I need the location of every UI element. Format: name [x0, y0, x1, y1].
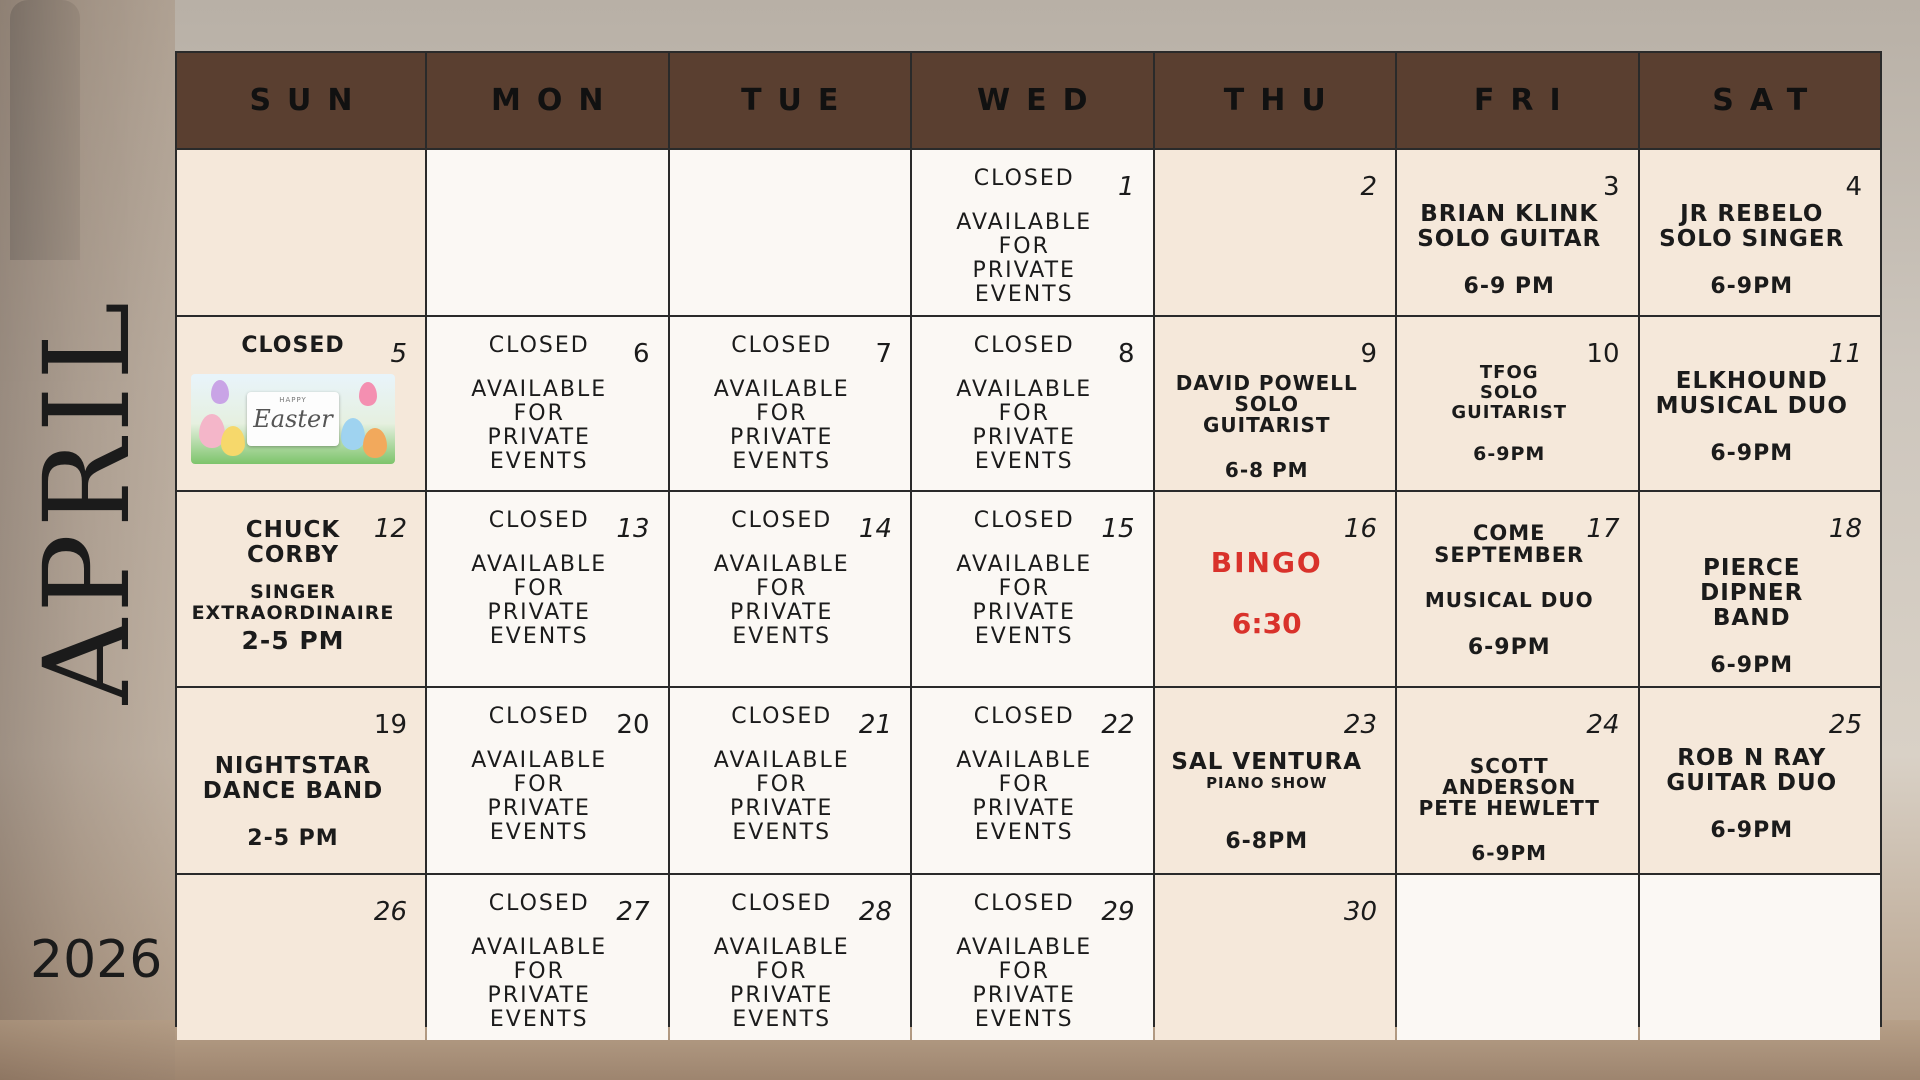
closed-label: CLOSED: [731, 891, 833, 916]
day-number: 26: [373, 897, 407, 927]
day-number: 21: [858, 710, 892, 740]
event-subtitle: SINGER EXTRAORDINAIRE: [191, 581, 395, 624]
day-cell-23: [1155, 688, 1396, 873]
event-title: SAL VENTURA: [1171, 749, 1363, 775]
day-cell-16: [1155, 492, 1396, 686]
easter-card: HAPPY Easter: [247, 392, 339, 446]
event-time: 6-9PM: [1710, 818, 1794, 843]
event-title: BRIAN KLINK SOLO GUITAR: [1417, 201, 1602, 252]
day-header-wed: WED: [912, 53, 1153, 148]
day-cell-11: [1640, 317, 1881, 490]
day-cell-empty: [177, 150, 425, 315]
closed-label: CLOSED: [488, 704, 590, 729]
day-number: 9: [1360, 339, 1377, 369]
day-cell-26: [177, 875, 425, 1040]
event-time: 2-5 PM: [241, 626, 345, 655]
day-cell-17: [1397, 492, 1638, 686]
day-cell-25: [1640, 688, 1881, 873]
day-number: 22: [1101, 710, 1135, 740]
day-cell-14: [670, 492, 911, 686]
day-cell-30: [1155, 875, 1396, 1040]
day-number: 16: [1343, 514, 1377, 544]
day-number: 30: [1343, 897, 1377, 927]
event-time: 6-9PM: [1471, 841, 1548, 865]
month-title: APRIL: [18, 295, 156, 705]
day-cell-24: [1397, 688, 1638, 873]
event-time: 6-9PM: [1710, 441, 1794, 466]
day-number: 12: [373, 514, 407, 544]
year-title: 2026: [30, 930, 163, 990]
day-cell-3: [1397, 150, 1638, 315]
day-cell-19: [177, 688, 425, 873]
event-subtitle: PIANO SHOW: [1206, 774, 1328, 792]
closed-label: CLOSED: [973, 333, 1075, 358]
easter-image: [191, 374, 395, 464]
day-number: 11: [1828, 339, 1862, 369]
day-number: 7: [875, 339, 892, 369]
availability-note: AVAILABLE FOR PRIVATE EVENTS: [471, 377, 608, 474]
closed-label: CLOSED: [973, 891, 1075, 916]
day-header-fri: FRI: [1397, 53, 1638, 148]
day-number: 18: [1828, 514, 1862, 544]
day-cell-empty: [670, 150, 911, 315]
day-number: 29: [1101, 897, 1135, 927]
event-title: JR REBELO SOLO SINGER: [1659, 201, 1845, 252]
closed-label: CLOSED: [973, 704, 1075, 729]
day-header-sun: SUN: [177, 53, 425, 148]
event-time: 6-9PM: [1710, 274, 1794, 299]
day-cell-empty: [427, 150, 668, 315]
day-number: 4: [1845, 172, 1862, 202]
day-cell-22: [912, 688, 1153, 873]
day-cell-4: [1640, 150, 1881, 315]
closed-label: CLOSED: [488, 891, 590, 916]
event-time: 6-9PM: [1710, 653, 1794, 678]
day-cell-21: [670, 688, 911, 873]
event-time: 6:30: [1231, 607, 1302, 640]
day-cell-5: [177, 317, 425, 490]
day-number: 19: [373, 710, 407, 740]
event-time: 6-8 PM: [1224, 458, 1309, 482]
day-number: 24: [1586, 710, 1620, 740]
day-cell-12: [177, 492, 425, 686]
closed-label: CLOSED: [488, 333, 590, 358]
event-title: ROB N RAY GUITAR DUO: [1666, 745, 1838, 796]
day-number: 1: [1117, 172, 1135, 202]
closed-label: CLOSED: [731, 704, 833, 729]
day-cell-6: [427, 317, 668, 490]
closed-label: CLOSED: [973, 166, 1075, 191]
day-number: 2: [1360, 172, 1377, 202]
day-cell-18: [1640, 492, 1881, 686]
event-time: 6-9 PM: [1463, 274, 1555, 299]
closed-label: CLOSED: [731, 333, 833, 358]
day-number: 20: [616, 710, 650, 740]
day-cell-empty: [1397, 875, 1638, 1040]
day-cell-1: [912, 150, 1153, 315]
event-title: BINGO: [1210, 546, 1323, 579]
day-number: 28: [858, 897, 892, 927]
day-cell-2: [1155, 150, 1396, 315]
event-time: 6-8PM: [1225, 829, 1309, 854]
day-cell-10: [1397, 317, 1638, 490]
event-subtitle: MUSICAL DUO: [1424, 588, 1594, 612]
event-time: 6-9PM: [1467, 635, 1551, 660]
day-cell-20: [427, 688, 668, 873]
availability-note: AVAILABLE FOR PRIVATE EVENTS: [956, 210, 1093, 307]
day-number: 13: [616, 514, 650, 544]
availability-note: AVAILABLE FOR PRIVATE EVENTS: [713, 748, 850, 845]
day-cell-empty: [1640, 875, 1881, 1040]
day-number: 5: [390, 339, 407, 369]
availability-note: AVAILABLE FOR PRIVATE EVENTS: [956, 748, 1093, 845]
day-number: 3: [1602, 172, 1620, 202]
availability-note: AVAILABLE FOR PRIVATE EVENTS: [471, 552, 608, 649]
day-cell-15: [912, 492, 1153, 686]
availability-note: AVAILABLE FOR PRIVATE EVENTS: [471, 748, 608, 845]
event-title: SCOTT ANDERSON PETE HEWLETT: [1418, 754, 1600, 820]
availability-note: AVAILABLE FOR PRIVATE EVENTS: [713, 552, 850, 649]
availability-note: AVAILABLE FOR PRIVATE EVENTS: [713, 377, 850, 474]
day-number: 23: [1343, 710, 1377, 740]
day-cell-29: [912, 875, 1153, 1040]
day-header-thu: THU: [1155, 53, 1396, 148]
event-time: 2-5 PM: [247, 826, 339, 851]
day-number: 14: [858, 514, 892, 544]
day-number: 6: [632, 339, 650, 369]
availability-note: AVAILABLE FOR PRIVATE EVENTS: [956, 935, 1093, 1032]
day-cell-13: [427, 492, 668, 686]
event-title: CHUCK CORBY: [245, 517, 341, 568]
day-cell-7: [670, 317, 911, 490]
day-number: 8: [1117, 339, 1135, 369]
event-title: NIGHTSTAR DANCE BAND: [202, 753, 384, 804]
event-title: TFOG SOLO GUITARIST: [1451, 362, 1568, 423]
calendar-grid: [175, 51, 1882, 1032]
day-cell-27: [427, 875, 668, 1040]
day-number: 25: [1828, 710, 1862, 740]
day-cell-28: [670, 875, 911, 1040]
day-number: 15: [1101, 514, 1135, 544]
closed-label: CLOSED: [973, 508, 1075, 533]
day-cell-8: [912, 317, 1153, 490]
closed-label: CLOSED: [731, 508, 833, 533]
day-header-mon: MON: [427, 53, 668, 148]
closed-label: CLOSED: [241, 333, 345, 358]
availability-note: AVAILABLE FOR PRIVATE EVENTS: [713, 935, 850, 1032]
day-cell-9: [1155, 317, 1396, 490]
day-header-sat: SAT: [1640, 53, 1881, 148]
day-number: 10: [1586, 339, 1620, 369]
day-number: 27: [616, 897, 650, 927]
availability-note: AVAILABLE FOR PRIVATE EVENTS: [956, 552, 1093, 649]
event-title: PIERCE DIPNER BAND: [1700, 555, 1804, 631]
event-time: 6-9PM: [1473, 443, 1546, 465]
event-title: COME SEPTEMBER: [1434, 521, 1585, 567]
event-title: ELKHOUND MUSICAL DUO: [1655, 368, 1848, 419]
day-number: 17: [1586, 514, 1620, 544]
closed-label: CLOSED: [488, 508, 590, 533]
day-header-tue: TUE: [670, 53, 911, 148]
availability-note: AVAILABLE FOR PRIVATE EVENTS: [471, 935, 608, 1032]
availability-note: AVAILABLE FOR PRIVATE EVENTS: [956, 377, 1093, 474]
event-title: DAVID POWELL SOLO GUITARIST: [1175, 371, 1358, 437]
